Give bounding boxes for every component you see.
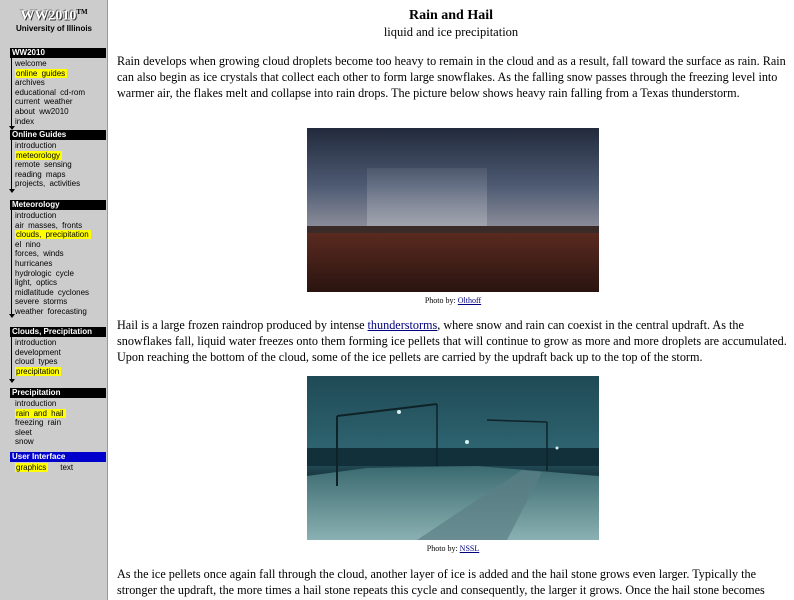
- nav-tree-line: [11, 337, 12, 379]
- nav-item-meteorology[interactable]: [15, 151, 106, 161]
- nav-item-sleet[interactable]: sleet: [15, 427, 32, 437]
- nav-item-hydrologic-cycle[interactable]: hydrologic cycle: [15, 268, 74, 278]
- nav-section-title: User Interface: [10, 452, 106, 462]
- main-content: [108, 0, 794, 600]
- nav-item-text[interactable]: text: [60, 463, 74, 472]
- nav-item-light-optics[interactable]: light, optics: [15, 278, 58, 288]
- nav-item-label: clouds, precipitation: [16, 230, 89, 240]
- nav-item-label: meteorology: [16, 150, 61, 160]
- nav-item-index[interactable]: index: [15, 116, 35, 126]
- nav-item-projects-activities[interactable]: projects, activities: [15, 179, 81, 189]
- nav-item-introduction[interactable]: introduction: [15, 211, 57, 220]
- paragraph-rain: Rain develops when growing cloud droplets become too heavy to remain in the cloud and as a result, fall toward the surface as rain. Rain can also begin as ice crystals that collect each other to form large snowflakes. As the falling snow passes through the freezing level into warmer air, the flakes melt and collapse into rain drops. The picture below shows heavy rain falling from a Texas thunderstorm.: [117, 54, 786, 100]
- nav-item-about-ww2010[interactable]: about ww2010: [15, 106, 69, 116]
- nav-section-title: Precipitation: [10, 388, 106, 398]
- nav-tree-line: [11, 58, 12, 126]
- arrow-down-icon: [9, 379, 15, 383]
- ww2010-logo[interactable]: [12, 8, 96, 33]
- nav-item-air-masses-fronts[interactable]: air masses, fronts: [15, 220, 83, 230]
- nav-item-label: rain and hail: [16, 408, 64, 418]
- nav-item-weather-forecasting[interactable]: weather forecasting: [15, 306, 87, 316]
- nav-section-title: Meteorology: [10, 200, 106, 210]
- nav-tree-line: [11, 210, 12, 314]
- page-title: Rain and Hail: [408, 8, 494, 23]
- nav-item-introduction[interactable]: introduction: [15, 338, 57, 347]
- nav-item-severe-storms[interactable]: severe storms: [15, 297, 68, 307]
- rain-storm-photo: [307, 128, 599, 292]
- nav-item-precipitation[interactable]: [15, 367, 106, 377]
- hail-street-photo: [307, 376, 599, 540]
- nav-tree-line: [11, 140, 12, 189]
- nav-section-user-interface: [10, 452, 106, 473]
- nav-item-introduction[interactable]: introduction: [15, 141, 57, 150]
- arrow-down-icon: [9, 189, 15, 193]
- caption-prefix: Photo by:: [426, 544, 460, 553]
- nav-section-precipitation: [10, 388, 106, 447]
- paragraph-text: Hail is a large frozen raindrop produced by intense: [117, 318, 368, 332]
- paragraph-hail-growth: As the ice pellets once again fall through the cloud, another layer of ice is added and the hail stone grows even larger. Typically the stronger the updraft, the more times a hail stone repeats this cycle and consequently, the larger it grows. Once the hail stone becomes: [117, 567, 765, 597]
- nav-item-graphics[interactable]: [15, 463, 48, 473]
- photo-caption: [307, 544, 599, 553]
- nav-section-meteorology: [10, 200, 106, 317]
- nav-item-midlatitude-cyclones[interactable]: midlatitude cyclones: [15, 287, 90, 297]
- arrow-down-icon: [9, 314, 15, 318]
- nav-item-rain-and-hail[interactable]: [15, 409, 106, 419]
- nav-item-cloud-types[interactable]: cloud types: [15, 357, 58, 367]
- nav-item-educational-cd-rom[interactable]: educational cd-rom: [15, 87, 86, 97]
- nav-item-development[interactable]: development: [15, 347, 61, 357]
- photo-credit-link[interactable]: Olthoff: [457, 296, 482, 305]
- sidebar: [0, 0, 108, 600]
- logo-title: WW2010: [20, 8, 77, 24]
- nav-item-welcome[interactable]: welcome: [15, 59, 47, 68]
- caption-prefix: Photo by:: [424, 296, 458, 305]
- nav-item-reading-maps[interactable]: reading maps: [15, 169, 66, 179]
- nav-section-online-guides: [10, 130, 106, 189]
- nav-item-current-weather[interactable]: current weather: [15, 97, 73, 107]
- nav-item-online-guides[interactable]: [15, 69, 106, 79]
- nav-item-forces-winds[interactable]: forces, winds: [15, 249, 64, 259]
- photo-credit-link[interactable]: NSSL: [459, 544, 480, 553]
- nav-item-hurricanes[interactable]: hurricanes: [15, 258, 53, 268]
- logo-subtitle: University of Illinois: [15, 23, 92, 33]
- page-subtitle: liquid and ice precipitation: [383, 25, 519, 39]
- nav-item-remote-sensing[interactable]: remote sensing: [15, 160, 72, 170]
- nav-section-title: Clouds, Precipitation: [10, 327, 106, 337]
- nav-section-clouds-precipitation: [10, 327, 106, 376]
- nav-item-snow[interactable]: snow: [15, 437, 34, 447]
- nav-section-ww2010: [10, 48, 106, 126]
- nav-item-label: online guides: [16, 68, 66, 78]
- nav-item-label: graphics: [16, 463, 47, 472]
- logo-tm: TM: [76, 8, 88, 16]
- paragraph-hail: [117, 317, 789, 365]
- thunderstorms-link[interactable]: thunderstorms: [367, 318, 438, 332]
- nav-section-title: WW2010: [10, 48, 106, 58]
- nav-item-freezing-rain[interactable]: freezing rain: [15, 418, 62, 428]
- nav-item-el-nino[interactable]: el nino: [15, 239, 41, 249]
- photo-caption: [307, 296, 599, 305]
- nav-item-clouds-precipitation[interactable]: [15, 230, 106, 240]
- nav-item-label: precipitation: [16, 366, 60, 376]
- nav-section-title: Online Guides: [10, 130, 106, 140]
- paragraph-text: , where snow and rain can coexist in the central updraft. As the snowflakes fall, liquid water freezes onto them forming ice pellets that will continue to grow as more and more droplets are accumulated. Upon reaching the bottom of the cloud, some of the ice pellets are carried by the updraft back up to the top of the storm.: [117, 318, 787, 364]
- nav-item-archives[interactable]: archives: [15, 78, 45, 88]
- nav-item-introduction[interactable]: introduction: [15, 399, 57, 408]
